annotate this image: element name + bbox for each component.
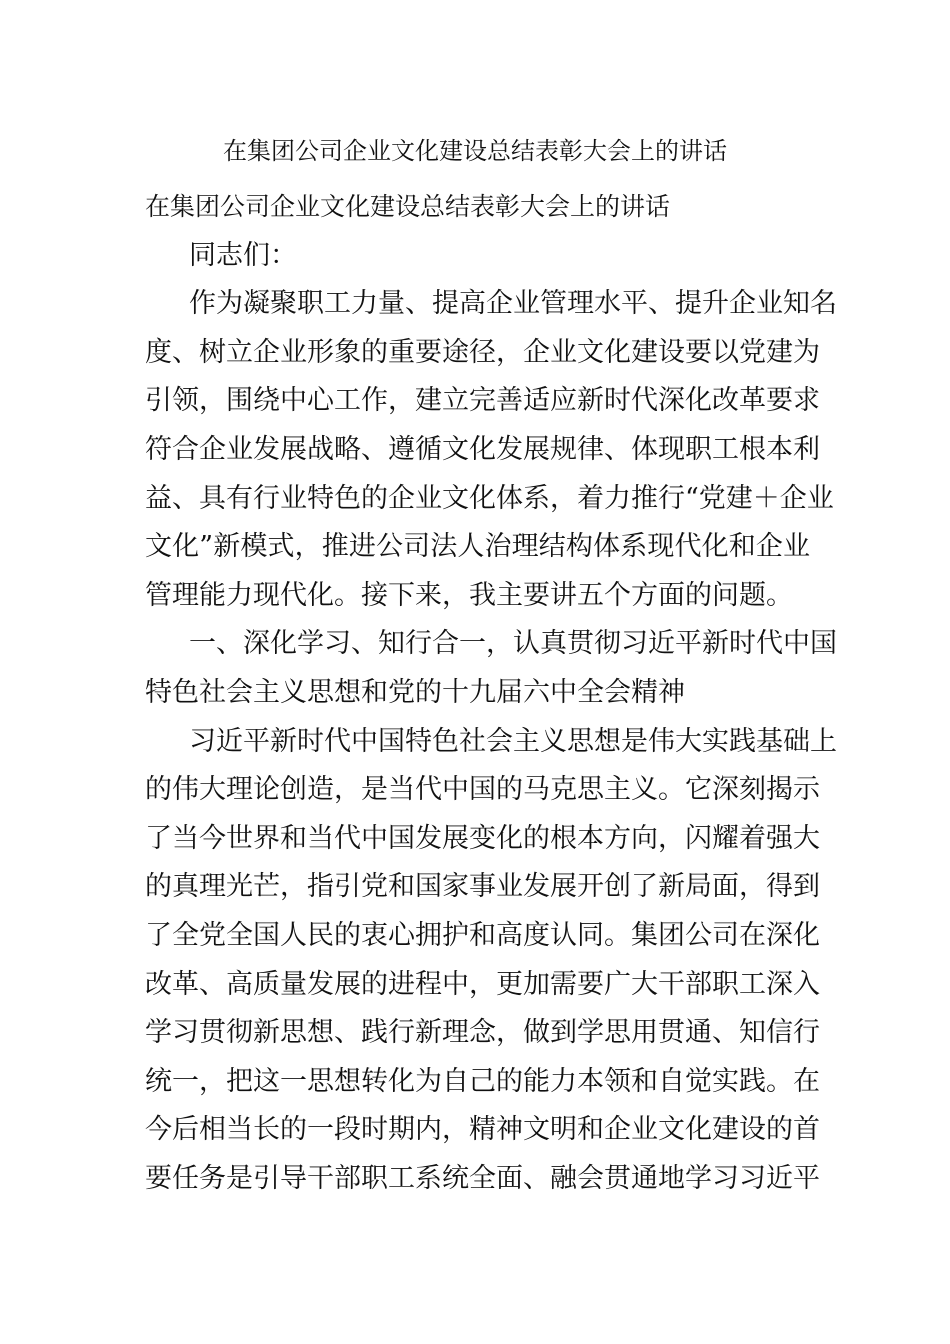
paragraph-line: 作为凝聚职工力量、提高企业管理水平、提升企业知名	[189, 288, 837, 320]
paragraph-line: 今后相当长的一段时期内，精神文明和企业文化建设的首	[145, 1114, 820, 1146]
paragraph-line: 了当今世界和当代中国发展变化的根本方向，闪耀着强大	[145, 822, 820, 854]
document-title: 在集团公司企业文化建设总结表彰大会上的讲话	[223, 137, 727, 165]
subtitle-line: 在集团公司企业文化建设总结表彰大会上的讲话	[145, 192, 671, 221]
paragraph-line: 要任务是引导干部职工系统全面、融会贯通地学习习近平	[145, 1162, 820, 1194]
paragraph-line: 符合企业发展战略、遵循文化发展规律、体现职工根本利	[145, 433, 820, 465]
paragraph-line: 了全党全国人民的衷心拥护和高度认同。集团公司在深化	[145, 919, 820, 951]
paragraph-line: 度、树立企业形象的重要途径，企业文化建设要以党建为	[145, 336, 820, 368]
section-heading-line: 特色社会主义思想和党的十九届六中全会精神	[145, 676, 685, 708]
paragraph-line: 的真理光芒，指引党和国家事业发展开创了新局面，得到	[145, 871, 820, 903]
paragraph-line: 的伟大理论创造，是当代中国的马克思主义。它深刻揭示	[145, 774, 820, 806]
paragraph-line: 改革、高质量发展的进程中，更加需要广大干部职工深入	[145, 968, 820, 1000]
paragraph-line: 统一，把这一思想转化为自己的能力本领和自觉实践。在	[145, 1065, 820, 1097]
paragraph-line: 管理能力现代化。接下来，我主要讲五个方面的问题。	[145, 579, 793, 611]
document-body	[145, 183, 837, 1203]
paragraph-line: 习近平新时代中国特色社会主义思想是伟大实践基础上	[189, 725, 837, 757]
paragraph-line: 文化”新模式，推进公司法人治理结构体系现代化和企业	[145, 531, 810, 563]
section-heading-line: 一、深化学习、知行合一，认真贯彻习近平新时代中国	[189, 628, 837, 660]
paragraph-line: 学习贯彻新思想、践行新理念，做到学思用贯通、知信行	[145, 1017, 820, 1049]
paragraph-line: 引领，围绕中心工作，建立完善适应新时代深化改革要求	[145, 385, 820, 417]
paragraph-line: 益、具有行业特色的企业文化体系，着力推行“党建＋企业	[145, 482, 834, 514]
salutation-line: 同志们：	[189, 239, 297, 271]
